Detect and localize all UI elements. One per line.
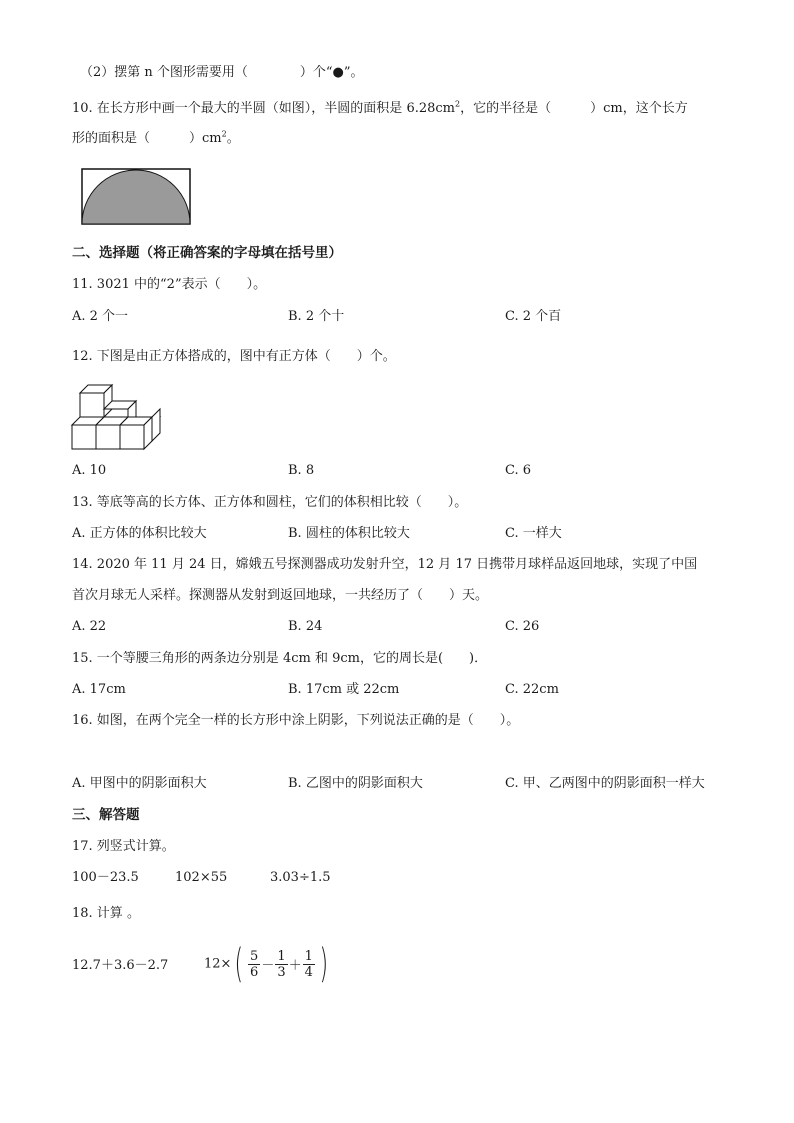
left-paren: (	[234, 941, 244, 987]
q14-option-a: A. 22	[72, 619, 107, 634]
q15-stem: 15. 一个等腰三角形的两条边分别是 4cm 和 9cm，它的周长是( )．	[72, 651, 488, 666]
right-paren: )	[319, 941, 329, 987]
q14-line2: 首次月球无人采样。探测器从发射到返回地球，一共经历了（ ）天。	[72, 588, 489, 603]
q12-option-a: A. 10	[72, 463, 107, 478]
q12-option-b: B. 8	[288, 463, 315, 478]
q14-option-c: C. 26	[505, 619, 540, 634]
fraction-1-3: $\frac{1}{3}$	[277, 948, 286, 980]
q16-option-a: A. 甲图中的阴影面积大	[72, 776, 207, 791]
q13-option-a: A. 正方体的体积比较大	[72, 526, 207, 541]
q13-option-c: C. 一样大	[505, 526, 562, 541]
q18-expression-1: 12.7＋3.6－2.7	[72, 958, 169, 973]
q15-option-b: B. 17cm 或 22cm	[288, 682, 400, 697]
q11-option-a: A. 2 个一	[72, 309, 129, 324]
fraction-5-6: $\frac{5}{6}$	[250, 948, 259, 980]
q13-stem: 13. 等底等高的长方体、正方体和圆柱，它们的体积相比较（ ）。	[72, 495, 468, 510]
q12-option-c: C. 6	[505, 463, 532, 478]
q11-stem: 11. 3021 中的“2”表示（ ）。	[72, 277, 267, 292]
q17-expression-2: 102×55	[175, 870, 228, 885]
q12-stem: 12. 下图是由正方体搭成的，图中有正方体（ ）个。	[72, 349, 396, 364]
q9-part2: （2）摆第 n 个图形需要用（ ）个“●”。	[80, 65, 364, 80]
q14-option-b: B. 24	[288, 619, 323, 634]
section-2-heading: 二、选择题（将正确答案的字母填在括号里）	[72, 245, 342, 261]
q17-stem: 17. 列竖式计算。	[72, 839, 175, 854]
q15-option-a: A. 17cm	[72, 682, 126, 697]
q16-option-b: B. 乙图中的阴影面积大	[288, 776, 423, 791]
q10-line1: 10. 在长方形中画一个最大的半圆（如图），半圆的面积是 $6.28cm^2$，它的半径是（ ）cm，这个长方	[72, 99, 688, 116]
section-3-heading: 三、解答题	[72, 807, 140, 823]
q16-option-c: C. 甲、乙两图中的阴影面积一样大	[505, 776, 705, 791]
q17-expression-3: 3.03÷1.5	[270, 870, 331, 885]
q17-expression-1: 100－23.5	[72, 870, 139, 885]
q14-line1: 14. 2020 年 11 月 24 日，嫦娥五号探测器成功发射升空，12 月 17 日携带月球样品返回地球，实现了中国	[72, 557, 698, 572]
q11-option-c: C. 2 个百	[505, 309, 562, 324]
semicircle-in-rectangle-figure	[80, 167, 194, 227]
q10-line2: 形的面积是（ ）$cm^2$。	[72, 129, 240, 146]
cube-stack-figure	[70, 377, 165, 453]
q16-stem: 16. 如图，在两个完全一样的长方形中涂上阴影，下列说法正确的是（ ）。	[72, 713, 520, 728]
q15-option-c: C. 22cm	[505, 682, 559, 697]
q13-option-b: B. 圆柱的体积比较大	[288, 526, 410, 541]
q18-expression-2: 12×( $\frac{5}{6}$ － $\frac{1}{3}$ ＋ $\frac{1}{4}$ )	[204, 941, 329, 987]
fraction-1-4: $\frac{1}{4}$	[304, 948, 313, 980]
q18-stem: 18. 计算 。	[72, 906, 140, 921]
q11-option-b: B. 2 个十	[288, 309, 345, 324]
